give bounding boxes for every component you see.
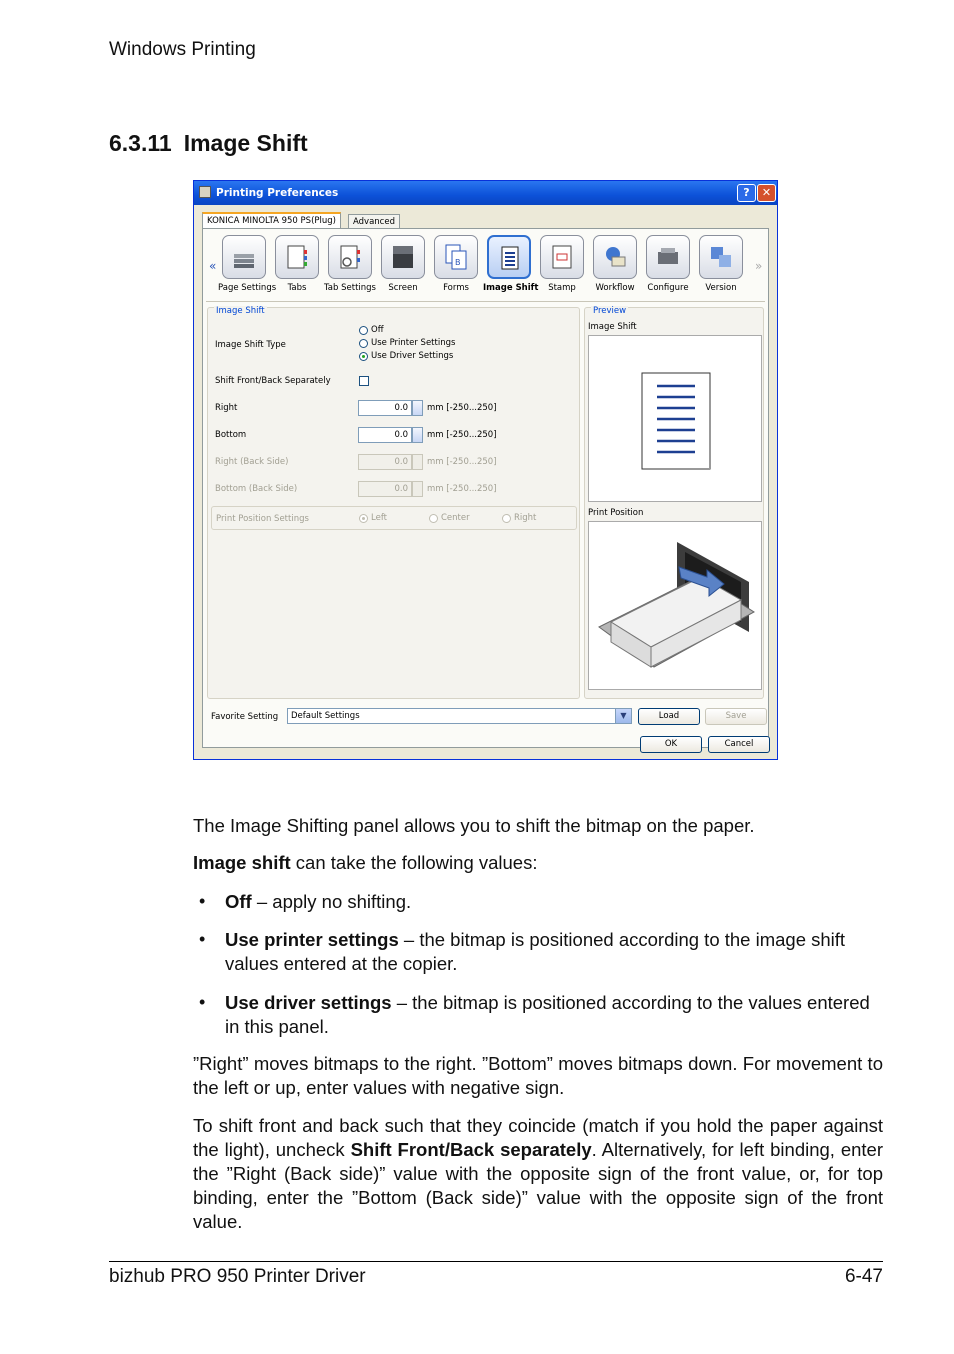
bottom-spinner[interactable] bbox=[412, 427, 423, 443]
forms-icon bbox=[445, 244, 467, 270]
preview-group bbox=[584, 307, 764, 699]
stamp-icon bbox=[551, 244, 573, 270]
bottom-label: Bottom bbox=[215, 430, 247, 440]
radio-off[interactable] bbox=[359, 326, 368, 335]
icon-label: Image Shift bbox=[483, 283, 539, 293]
bullet-off bbox=[225, 890, 885, 914]
shift-separately-label: Shift Front/Back Separately bbox=[215, 376, 331, 386]
preview-group-title: Preview bbox=[593, 306, 627, 316]
icon-label: Tabs bbox=[287, 283, 307, 293]
bottom-back-label: Bottom (Back Side) bbox=[215, 484, 298, 494]
bullet-driver-rest: – the bitmap is positioned according to the values entered in this panel. bbox=[225, 992, 870, 1037]
icon-button-version[interactable] bbox=[695, 235, 747, 293]
page-settings-icon bbox=[233, 244, 255, 270]
printer-icon bbox=[199, 186, 211, 198]
section-heading bbox=[109, 130, 308, 157]
right-bottom-paragraph: ”Right” moves bitmaps to the right. ”Bottom” moves bitmaps down. For movement to the left or up, enter values with negative sign. bbox=[193, 1053, 883, 1098]
icon-label: Screen bbox=[388, 283, 418, 293]
chevron-down-icon[interactable]: ▼ bbox=[615, 709, 631, 723]
svg-text:B: B bbox=[455, 258, 461, 267]
bottom-range: mm [-250...250] bbox=[427, 430, 497, 440]
footer-title: bizhub PRO 950 Printer Driver bbox=[109, 1266, 366, 1287]
right-input[interactable]: 0.0 bbox=[358, 400, 412, 416]
version-icon bbox=[710, 244, 732, 270]
radio-position-left[interactable] bbox=[359, 514, 368, 523]
workflow-icon bbox=[604, 244, 626, 270]
page-number: 6-47 bbox=[844, 1266, 883, 1287]
print-position-group bbox=[211, 506, 577, 530]
icon-label: Page Settings bbox=[218, 283, 277, 293]
ok-button[interactable]: OK bbox=[640, 736, 702, 753]
printing-preferences-dialog bbox=[193, 180, 778, 760]
radio-off-label: Off bbox=[371, 325, 384, 335]
favorite-setting-select[interactable] bbox=[287, 708, 632, 724]
front-back-bold: Shift Front/Back separately bbox=[350, 1139, 592, 1160]
image-shift-type-label: Image Shift Type bbox=[215, 340, 286, 350]
image-shift-icon bbox=[499, 245, 521, 271]
bullet-driver-bold: Use driver settings bbox=[225, 992, 392, 1013]
bottom-back-spinner[interactable] bbox=[412, 481, 423, 497]
icon-button-workflow[interactable] bbox=[589, 235, 641, 293]
icon-label: Version bbox=[705, 283, 737, 293]
bullet-off-bold: Off bbox=[225, 891, 252, 912]
bullet-off-rest: – apply no shifting. bbox=[251, 891, 412, 912]
icon-label: Workflow bbox=[595, 283, 635, 293]
print-position-preview bbox=[588, 521, 762, 690]
icon-label: Tab Settings bbox=[324, 283, 376, 293]
radio-position-center-label: Center bbox=[441, 513, 470, 523]
shift-separately-checkbox[interactable] bbox=[359, 376, 369, 386]
icon-label: Configure bbox=[647, 283, 689, 293]
tabs-icon bbox=[286, 244, 308, 270]
load-button[interactable]: Load bbox=[638, 708, 700, 725]
dialog-title: Printing Preferences bbox=[216, 187, 339, 199]
paper-tray-illustration-icon bbox=[589, 522, 761, 689]
icon-button-screen[interactable] bbox=[377, 235, 429, 293]
image-shift-group-title: Image Shift bbox=[216, 306, 265, 316]
bullet-icon: • bbox=[199, 929, 206, 949]
icon-label: Stamp bbox=[548, 283, 576, 293]
radio-use-driver-settings-label: Use Driver Settings bbox=[371, 351, 454, 361]
values-rest: can take the following values: bbox=[290, 852, 538, 873]
shifted-page-preview-icon bbox=[589, 336, 761, 501]
function-icon-bar bbox=[206, 233, 765, 302]
icon-button-page-settings[interactable] bbox=[218, 235, 277, 293]
front-back-a: To shift front and back such that they coincide (match if you hold the paper against the light), uncheck bbox=[193, 1115, 883, 1160]
bullet-printer-settings bbox=[225, 928, 885, 976]
image-shift-group bbox=[207, 307, 580, 699]
help-button[interactable]: ? bbox=[737, 184, 756, 202]
front-back-b: . Alternatively, for left binding, enter the ”Right (Back side)” value with the opposite sign of the front value, or, for top binding, enter the ”Bottom (Back side)” value with the opposite sign of the front value. bbox=[193, 1139, 884, 1232]
section-number: 6.3.11 bbox=[109, 130, 172, 156]
radio-position-left-label: Left bbox=[371, 513, 387, 523]
bullet-printer-bold: Use printer settings bbox=[225, 929, 399, 950]
tab-settings-icon bbox=[339, 244, 361, 270]
close-button[interactable]: ✕ bbox=[757, 184, 776, 202]
save-button[interactable]: Save bbox=[705, 708, 767, 725]
print-position-label: Print Position Settings bbox=[216, 514, 309, 524]
right-back-range: mm [-250...250] bbox=[427, 457, 497, 467]
bullet-driver-settings bbox=[225, 991, 885, 1039]
preview-image-shift-label: Image Shift bbox=[588, 322, 637, 332]
icon-button-tabs[interactable] bbox=[271, 235, 323, 293]
radio-position-center[interactable] bbox=[429, 514, 438, 523]
scroll-left-icon[interactable]: « bbox=[209, 259, 217, 273]
bottom-back-range: mm [-250...250] bbox=[427, 484, 497, 494]
icon-button-image-shift[interactable] bbox=[483, 235, 539, 293]
preview-print-position-label: Print Position bbox=[588, 508, 644, 518]
icon-button-stamp[interactable] bbox=[536, 235, 588, 293]
right-back-label: Right (Back Side) bbox=[215, 457, 289, 467]
bottom-back-input[interactable]: 0.0 bbox=[358, 481, 412, 497]
icon-button-configure[interactable] bbox=[642, 235, 694, 293]
dialog-titlebar[interactable] bbox=[194, 181, 777, 205]
footer-rule bbox=[109, 1261, 883, 1262]
radio-position-right-label: Right bbox=[514, 513, 537, 523]
right-spinner[interactable] bbox=[412, 400, 423, 416]
tab-konica-minolta[interactable]: KONICA MINOLTA 950 PS(Plug) bbox=[202, 212, 341, 230]
radio-position-right[interactable] bbox=[502, 514, 511, 523]
front-back-paragraph bbox=[193, 1114, 883, 1234]
configure-icon bbox=[657, 244, 679, 270]
section-title: Image Shift bbox=[183, 130, 308, 156]
bullet-icon: • bbox=[199, 992, 206, 1012]
icon-button-tab-settings[interactable] bbox=[324, 235, 376, 293]
favorite-setting-value: Default Settings bbox=[291, 711, 360, 721]
screen-icon bbox=[392, 244, 414, 270]
scroll-right-icon[interactable]: » bbox=[755, 259, 763, 273]
right-label: Right bbox=[215, 403, 238, 413]
right-range: mm [-250...250] bbox=[427, 403, 497, 413]
image-shift-preview bbox=[588, 335, 762, 502]
bullet-printer-rest: – the bitmap is positioned according to the image shift values entered at the copier. bbox=[225, 929, 846, 974]
right-back-input[interactable]: 0.0 bbox=[358, 454, 412, 470]
running-header: Windows Printing bbox=[109, 39, 256, 60]
bullet-icon: • bbox=[199, 891, 206, 911]
radio-use-printer-settings-label: Use Printer Settings bbox=[371, 338, 456, 348]
tab-body bbox=[202, 228, 769, 748]
values-paragraph bbox=[193, 851, 883, 875]
icon-button-forms[interactable] bbox=[430, 235, 482, 293]
values-bold: Image shift bbox=[193, 852, 291, 873]
favorite-setting-label: Favorite Setting bbox=[211, 712, 279, 722]
bottom-input[interactable]: 0.0 bbox=[358, 427, 412, 443]
tab-advanced[interactable]: Advanced bbox=[348, 214, 400, 229]
radio-use-printer-settings[interactable] bbox=[359, 339, 368, 348]
right-back-spinner[interactable] bbox=[412, 454, 423, 470]
cancel-button[interactable]: Cancel bbox=[708, 736, 770, 753]
radio-use-driver-settings[interactable] bbox=[359, 352, 368, 361]
intro-paragraph: The Image Shifting panel allows you to shift the bitmap on the paper. bbox=[193, 815, 755, 836]
icon-label: Forms bbox=[443, 283, 469, 293]
